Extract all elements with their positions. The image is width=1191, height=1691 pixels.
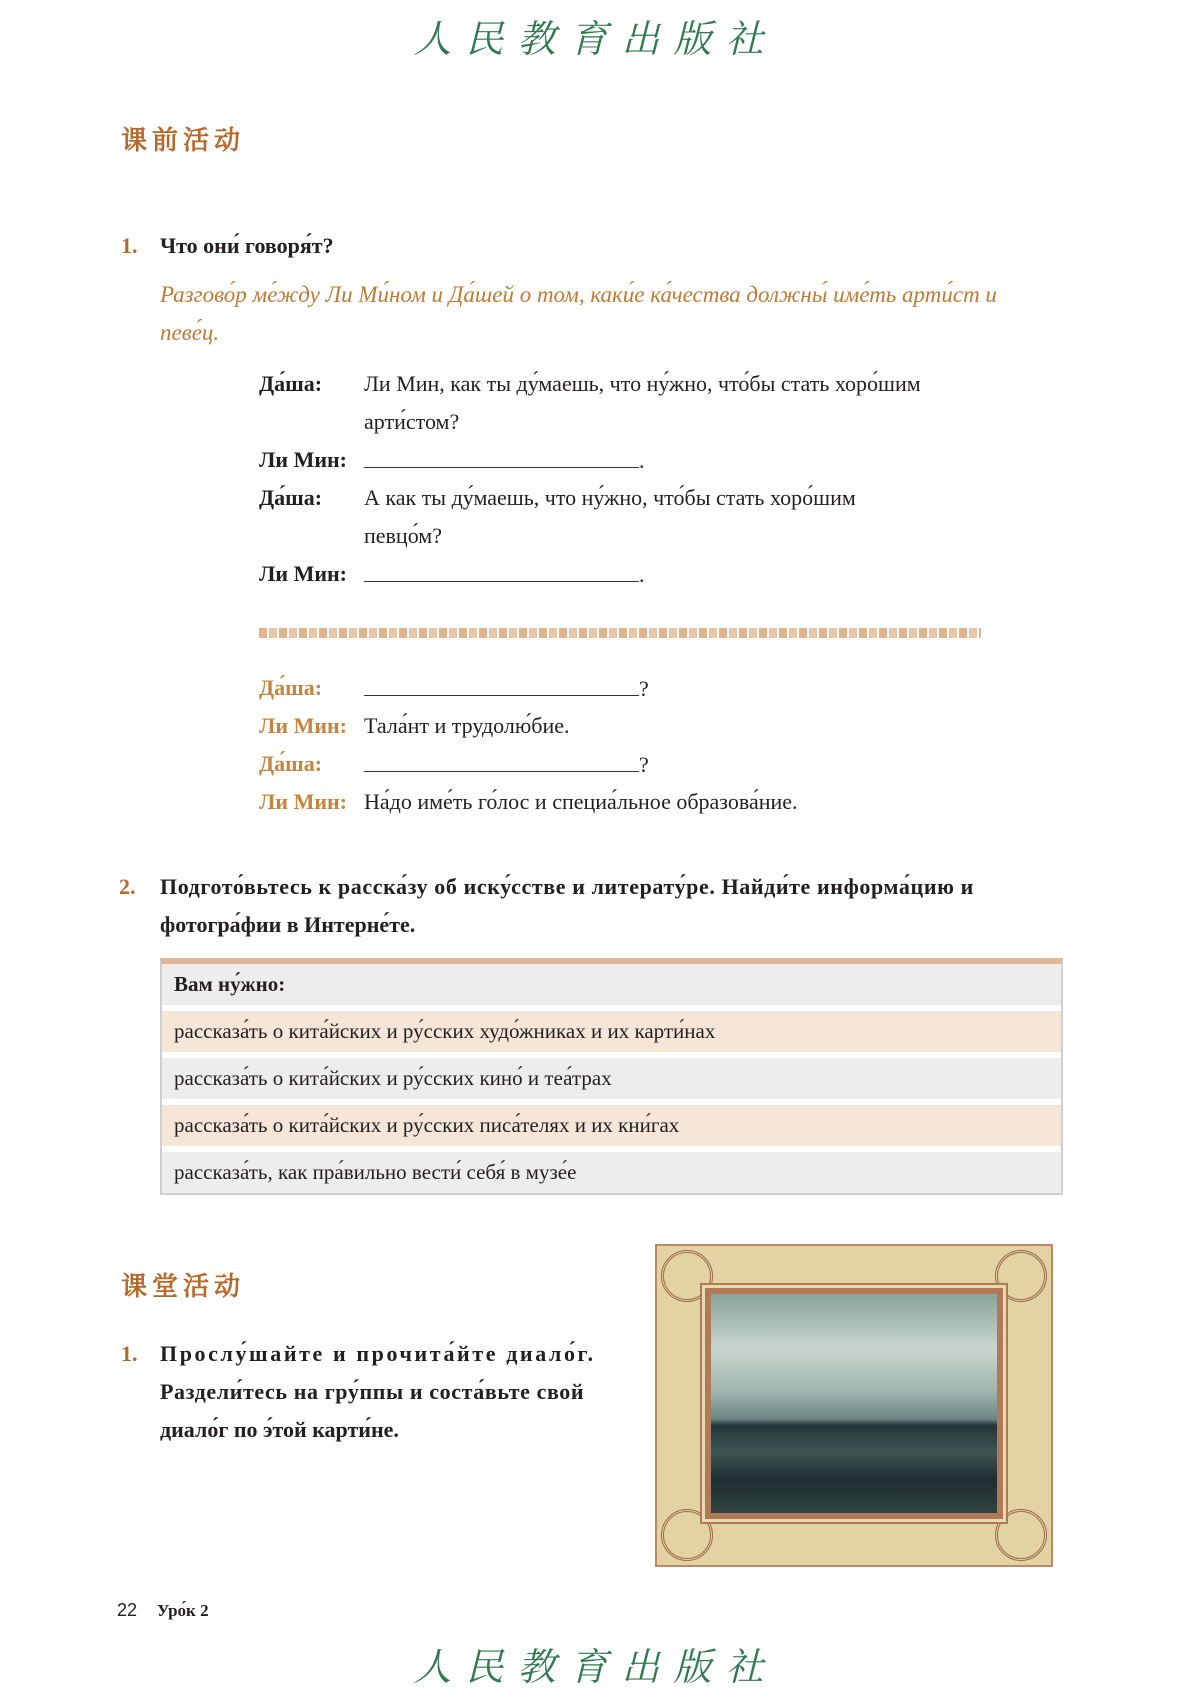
- speaker-label: Да́ша:: [259, 485, 323, 510]
- task-number: 1.: [121, 233, 138, 258]
- painting-canvas: [705, 1288, 1003, 1519]
- speaker-label: Да́ша:: [259, 371, 323, 396]
- task-instruction: Разгово́р ме́жду Ли Ми́ном и Да́шей о том, каки́е ка́чества должны́ име́ть арти́ст и: [160, 282, 997, 307]
- seascape-painting: [655, 1244, 1053, 1567]
- lesson-label: Уро́к 2: [157, 1601, 209, 1620]
- decorative-divider: [259, 628, 981, 638]
- table-row: рассказа́ть о кита́йских и ру́сских худо́жниках и их карти́нах: [162, 1011, 1061, 1052]
- table-row: рассказа́ть о кита́йских и ру́сских писа́телях и их кни́гах: [162, 1105, 1061, 1146]
- dialog-line: А как ты ду́маешь, что ну́жно, что́бы стать хоро́шим: [364, 485, 856, 510]
- answer-blank[interactable]: .: [364, 447, 645, 474]
- section-title-in-class: 课堂活动: [121, 1272, 246, 1302]
- table-row: рассказа́ть о кита́йских и ру́сских кино́ и теа́трах: [162, 1058, 1061, 1099]
- dialog-line: певцо́м?: [364, 523, 442, 548]
- task-number: 2.: [119, 874, 136, 899]
- dialog-line: арти́стом?: [364, 409, 460, 434]
- publisher-logo-top: 人民教育出版社: [413, 17, 778, 61]
- question-blank[interactable]: ?: [364, 751, 649, 778]
- dialog-line: Тала́нт и трудолю́бие.: [364, 713, 570, 738]
- speaker-label: Да́ша:: [259, 675, 323, 700]
- speaker-label: Ли Мин:: [259, 789, 348, 814]
- answer-blank[interactable]: .: [364, 561, 645, 588]
- task-instruction-cont: фотогра́фии в Интерне́те.: [160, 912, 416, 937]
- task-question: Что они́ говоря́т?: [160, 233, 334, 258]
- speaker-label: Ли Мин:: [259, 713, 348, 738]
- task-number: 1.: [121, 1341, 138, 1366]
- requirements-table: [160, 958, 1063, 1195]
- table-header: Вам ну́жно:: [162, 964, 1061, 1005]
- dialog-line: На́до име́ть го́лос и специа́льное образова́ние.: [364, 789, 798, 814]
- task-instruction-cont: певе́ц.: [160, 320, 220, 345]
- task-instruction-cont: диало́г по э́той карти́не.: [160, 1417, 399, 1442]
- section-title-pre-class: 课前活动: [121, 126, 246, 156]
- speaker-label: Ли Мин:: [259, 447, 348, 472]
- dialog-line: Ли Мин, как ты ду́маешь, что ну́жно, что́бы стать хоро́шим: [364, 371, 921, 396]
- publisher-logo-bottom: 人民教育出版社: [413, 1645, 778, 1689]
- speaker-label: Да́ша:: [259, 751, 323, 776]
- page-number: 22: [117, 1600, 138, 1620]
- speaker-label: Ли Мин:: [259, 561, 348, 586]
- question-blank[interactable]: ?: [364, 675, 649, 702]
- task-instruction: Подгото́вьтесь к расска́зу об иску́сстве и литерату́ре. Найди́те информа́цию и: [160, 874, 974, 899]
- task-instruction: Прослу́шайте и прочита́йте диало́г.: [160, 1341, 596, 1366]
- task-instruction-cont: Раздели́тесь на гру́ппы и соста́вьте свой: [160, 1379, 585, 1404]
- table-row: рассказа́ть, как пра́вильно вести́ себя́ в музе́е: [162, 1152, 1061, 1193]
